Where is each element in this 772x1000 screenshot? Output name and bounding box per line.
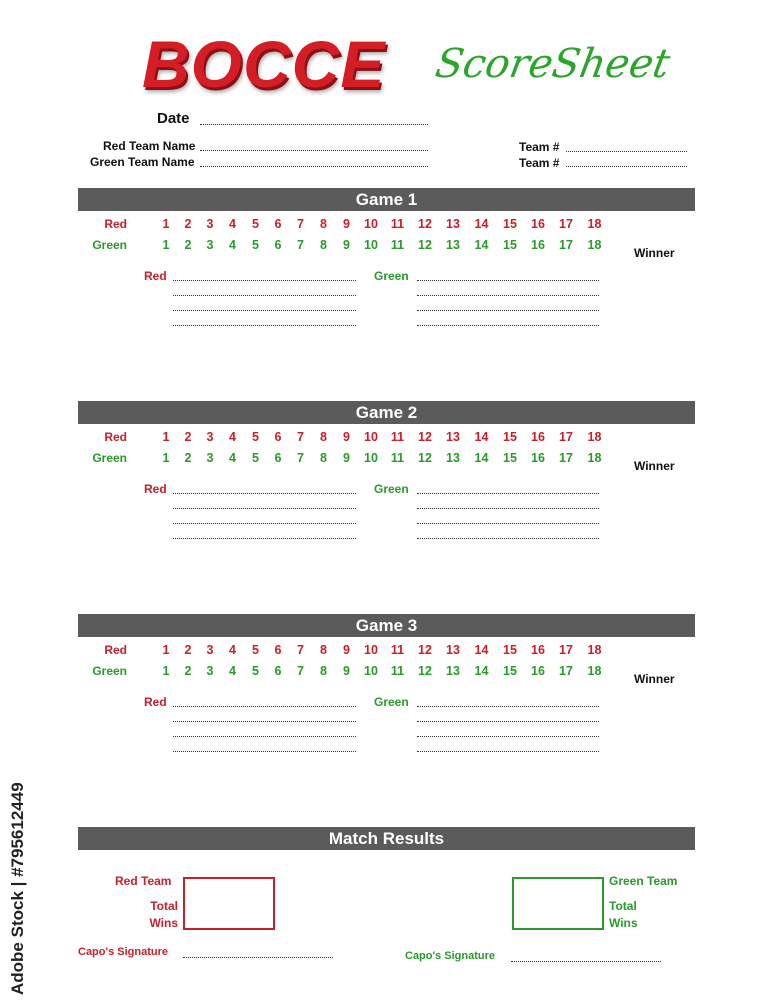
- green-frame-numbers: [155, 451, 609, 465]
- green-frame-7[interactable]: 7: [297, 451, 304, 465]
- green-frame-numbers: [155, 238, 609, 252]
- red-frame-6[interactable]: 6: [274, 430, 282, 444]
- green-frame-15[interactable]: 15: [503, 664, 517, 678]
- red-row-label: Red: [104, 430, 127, 444]
- date-label: Date: [157, 110, 190, 127]
- green-row-label: Green: [92, 664, 127, 678]
- red-notes-line[interactable]: [173, 508, 356, 509]
- green-frame-1[interactable]: 1: [162, 664, 170, 678]
- green-frame-5[interactable]: 5: [252, 451, 259, 465]
- red-frame-1[interactable]: 1: [162, 430, 170, 444]
- winner-label: Winner: [634, 672, 675, 686]
- red-frame-16[interactable]: 16: [531, 217, 545, 231]
- red-notes-line[interactable]: [173, 736, 356, 737]
- red-frame-14[interactable]: 14: [474, 217, 489, 231]
- red-frame-8[interactable]: 8: [320, 217, 327, 231]
- red-frame-14[interactable]: 14: [474, 430, 489, 444]
- red-row-label: Red: [104, 643, 127, 657]
- green-frame-10[interactable]: 10: [364, 451, 378, 465]
- red-frame-10[interactable]: 10: [364, 643, 378, 657]
- red-frame-18[interactable]: 18: [587, 217, 602, 231]
- green-notes-label: Green: [374, 269, 409, 283]
- red-frame-5[interactable]: 5: [252, 643, 259, 657]
- green-frame-18[interactable]: 18: [587, 664, 602, 678]
- winner-label: Winner: [634, 459, 675, 473]
- team-number-label-1: Team #: [519, 140, 560, 154]
- red-frame-7[interactable]: 7: [297, 643, 304, 657]
- red-frame-18[interactable]: 18: [587, 430, 602, 444]
- red-frame-8[interactable]: 8: [320, 643, 327, 657]
- red-frame-4[interactable]: 4: [229, 217, 236, 231]
- red-notes-line[interactable]: [173, 523, 356, 524]
- green-team-name-label: Green Team Name: [90, 155, 195, 169]
- red-frame-9[interactable]: 9: [343, 643, 350, 657]
- green-frame-17[interactable]: 17: [559, 664, 573, 678]
- green-frame-3[interactable]: 3: [206, 664, 214, 678]
- red-frame-11[interactable]: 11: [390, 430, 405, 444]
- results-green-wins-label: Wins: [609, 916, 638, 930]
- green-frame-3[interactable]: 3: [206, 451, 214, 465]
- green-frame-17[interactable]: 17: [559, 451, 573, 465]
- red-notes-line[interactable]: [173, 493, 356, 494]
- red-frame-13[interactable]: 13: [446, 430, 460, 444]
- red-notes-line[interactable]: [173, 538, 356, 539]
- red-frame-17[interactable]: 17: [559, 643, 573, 657]
- red-frame-13[interactable]: 13: [446, 643, 460, 657]
- red-frame-10[interactable]: 10: [364, 430, 378, 444]
- green-frame-12[interactable]: 12: [418, 451, 432, 465]
- red-notes-label: Red: [144, 482, 167, 496]
- team-number-label-2: Team #: [519, 156, 560, 170]
- red-frame-9[interactable]: 9: [343, 217, 350, 231]
- green-frame-14[interactable]: 14: [474, 238, 489, 252]
- green-frame-15[interactable]: 15: [503, 451, 517, 465]
- red-frame-5[interactable]: 5: [252, 430, 259, 444]
- green-frame-3[interactable]: 3: [206, 238, 214, 252]
- red-frame-7[interactable]: 7: [297, 430, 304, 444]
- red-team-name-label: Red Team Name: [103, 139, 196, 153]
- green-notes-line[interactable]: [417, 736, 599, 737]
- green-frame-9[interactable]: 9: [343, 664, 350, 678]
- green-frame-4[interactable]: 4: [229, 238, 236, 252]
- green-frame-11[interactable]: 11: [390, 238, 405, 252]
- red-frame-numbers: [155, 430, 609, 444]
- green-frame-6[interactable]: 6: [274, 451, 282, 465]
- red-frame-12[interactable]: 12: [418, 643, 432, 657]
- green-frame-15[interactable]: 15: [503, 238, 517, 252]
- date-line[interactable]: [200, 124, 428, 125]
- red-frame-16[interactable]: 16: [531, 643, 545, 657]
- green-notes-label: Green: [374, 482, 409, 496]
- red-frame-17[interactable]: 17: [559, 217, 573, 231]
- team-number-line-1[interactable]: [566, 151, 687, 152]
- red-frame-10[interactable]: 10: [364, 217, 378, 231]
- results-green-total-label: Total: [609, 899, 637, 913]
- green-row-label: Green: [92, 238, 127, 252]
- green-notes-line[interactable]: [417, 721, 599, 722]
- green-frame-11[interactable]: 11: [390, 664, 405, 678]
- green-frame-18[interactable]: 18: [587, 238, 602, 252]
- red-frame-15[interactable]: 15: [503, 430, 517, 444]
- green-frame-2[interactable]: 2: [184, 451, 192, 465]
- green-frame-1[interactable]: 1: [162, 238, 170, 252]
- green-frame-12[interactable]: 12: [418, 238, 432, 252]
- red-notes-line[interactable]: [173, 706, 356, 707]
- green-notes-line[interactable]: [417, 706, 599, 707]
- red-frame-1[interactable]: 1: [162, 643, 170, 657]
- green-frame-10[interactable]: 10: [364, 664, 378, 678]
- red-frame-7[interactable]: 7: [297, 217, 304, 231]
- green-frame-14[interactable]: 14: [474, 451, 489, 465]
- green-frame-2[interactable]: 2: [184, 664, 192, 678]
- red-frame-2[interactable]: 2: [184, 217, 192, 231]
- green-frame-5[interactable]: 5: [252, 664, 259, 678]
- green-frame-9[interactable]: 9: [343, 451, 350, 465]
- red-frame-3[interactable]: 3: [206, 430, 214, 444]
- green-frame-12[interactable]: 12: [418, 664, 432, 678]
- green-frame-numbers: [155, 664, 609, 678]
- green-frame-16[interactable]: 16: [531, 238, 545, 252]
- match-results-bar: Match Results: [78, 827, 695, 850]
- red-frame-numbers: [155, 217, 609, 231]
- red-frame-2[interactable]: 2: [184, 643, 192, 657]
- results-red-total-label: Total: [150, 899, 178, 913]
- red-notes-line[interactable]: [173, 325, 356, 326]
- red-frame-6[interactable]: 6: [274, 643, 282, 657]
- game-title-bar: Game 2: [78, 401, 695, 424]
- red-frame-11[interactable]: 11: [390, 643, 405, 657]
- red-frame-13[interactable]: 13: [446, 217, 460, 231]
- red-team-name-line[interactable]: [200, 150, 428, 151]
- red-frame-15[interactable]: 15: [503, 643, 517, 657]
- green-notes-line[interactable]: [417, 493, 599, 494]
- green-frame-8[interactable]: 8: [320, 238, 327, 252]
- results-red-team-label: Red Team: [115, 874, 172, 888]
- green-notes-line[interactable]: [417, 751, 599, 752]
- red-notes-label: Red: [144, 695, 167, 709]
- green-notes-line[interactable]: [417, 280, 599, 281]
- red-frame-5[interactable]: 5: [252, 217, 259, 231]
- green-frame-8[interactable]: 8: [320, 664, 327, 678]
- red-frame-4[interactable]: 4: [229, 643, 236, 657]
- green-frame-10[interactable]: 10: [364, 238, 378, 252]
- red-frame-2[interactable]: 2: [184, 430, 192, 444]
- red-frame-15[interactable]: 15: [503, 217, 517, 231]
- title-bocce: BOCCE: [142, 27, 386, 101]
- green-frame-8[interactable]: 8: [320, 451, 327, 465]
- results-green-team-label: Green Team: [609, 874, 678, 888]
- title-scoresheet: ScoreSheet: [431, 41, 674, 87]
- green-notes-label: Green: [374, 695, 409, 709]
- green-notes-line[interactable]: [417, 310, 599, 311]
- green-frame-11[interactable]: 11: [390, 451, 405, 465]
- green-frame-17[interactable]: 17: [559, 238, 573, 252]
- green-notes-line[interactable]: [417, 295, 599, 296]
- green-frame-1[interactable]: 1: [162, 451, 170, 465]
- red-notes-line[interactable]: [173, 751, 356, 752]
- red-notes-line[interactable]: [173, 295, 356, 296]
- red-notes-label: Red: [144, 269, 167, 283]
- green-row-label: Green: [92, 451, 127, 465]
- green-signature-label: Capo's Signature: [405, 950, 496, 962]
- red-frame-18[interactable]: 18: [587, 643, 602, 657]
- green-frame-13[interactable]: 13: [446, 664, 460, 678]
- red-frame-16[interactable]: 16: [531, 430, 545, 444]
- red-frame-3[interactable]: 3: [206, 643, 214, 657]
- red-notes-line[interactable]: [173, 280, 356, 281]
- stock-watermark: Adobe Stock | #795612449: [8, 782, 27, 995]
- red-frame-12[interactable]: 12: [418, 430, 432, 444]
- green-frame-4[interactable]: 4: [229, 664, 236, 678]
- green-frame-16[interactable]: 16: [531, 451, 545, 465]
- red-frame-numbers: [155, 643, 609, 657]
- green-frame-18[interactable]: 18: [587, 451, 602, 465]
- game-title-bar: Game 3: [78, 614, 695, 637]
- green-frame-14[interactable]: 14: [474, 664, 489, 678]
- green-frame-4[interactable]: 4: [229, 451, 236, 465]
- red-notes-line[interactable]: [173, 721, 356, 722]
- red-frame-1[interactable]: 1: [162, 217, 170, 231]
- red-frame-17[interactable]: 17: [559, 430, 573, 444]
- green-frame-7[interactable]: 7: [297, 664, 304, 678]
- green-frame-13[interactable]: 13: [446, 451, 460, 465]
- red-frame-6[interactable]: 6: [274, 217, 282, 231]
- winner-label: Winner: [634, 246, 675, 260]
- red-frame-11[interactable]: 11: [390, 217, 405, 231]
- green-signature-line[interactable]: [511, 961, 661, 962]
- red-row-label: Red: [104, 217, 127, 231]
- green-frame-16[interactable]: 16: [531, 664, 545, 678]
- green-frame-2[interactable]: 2: [184, 238, 192, 252]
- red-signature-line[interactable]: [183, 957, 333, 958]
- green-frame-6[interactable]: 6: [274, 664, 282, 678]
- green-frame-6[interactable]: 6: [274, 238, 282, 252]
- green-frame-9[interactable]: 9: [343, 238, 350, 252]
- green-notes-line[interactable]: [417, 508, 599, 509]
- red-frame-3[interactable]: 3: [206, 217, 214, 231]
- red-frame-9[interactable]: 9: [343, 430, 350, 444]
- green-team-name-line[interactable]: [200, 166, 428, 167]
- green-frame-13[interactable]: 13: [446, 238, 460, 252]
- red-signature-label: Capo's Signature: [78, 946, 169, 958]
- red-frame-12[interactable]: 12: [418, 217, 432, 231]
- green-notes-line[interactable]: [417, 523, 599, 524]
- red-notes-line[interactable]: [173, 310, 356, 311]
- game-title-bar: Game 1: [78, 188, 695, 211]
- green-frame-7[interactable]: 7: [297, 238, 304, 252]
- results-red-wins-label: Wins: [149, 916, 178, 930]
- green-total-wins-box[interactable]: [512, 877, 604, 930]
- red-frame-14[interactable]: 14: [474, 643, 489, 657]
- green-notes-line[interactable]: [417, 325, 599, 326]
- red-frame-4[interactable]: 4: [229, 430, 236, 444]
- red-frame-8[interactable]: 8: [320, 430, 327, 444]
- red-total-wins-box[interactable]: [183, 877, 275, 930]
- team-number-line-2[interactable]: [566, 166, 687, 167]
- green-notes-line[interactable]: [417, 538, 599, 539]
- green-frame-5[interactable]: 5: [252, 238, 259, 252]
